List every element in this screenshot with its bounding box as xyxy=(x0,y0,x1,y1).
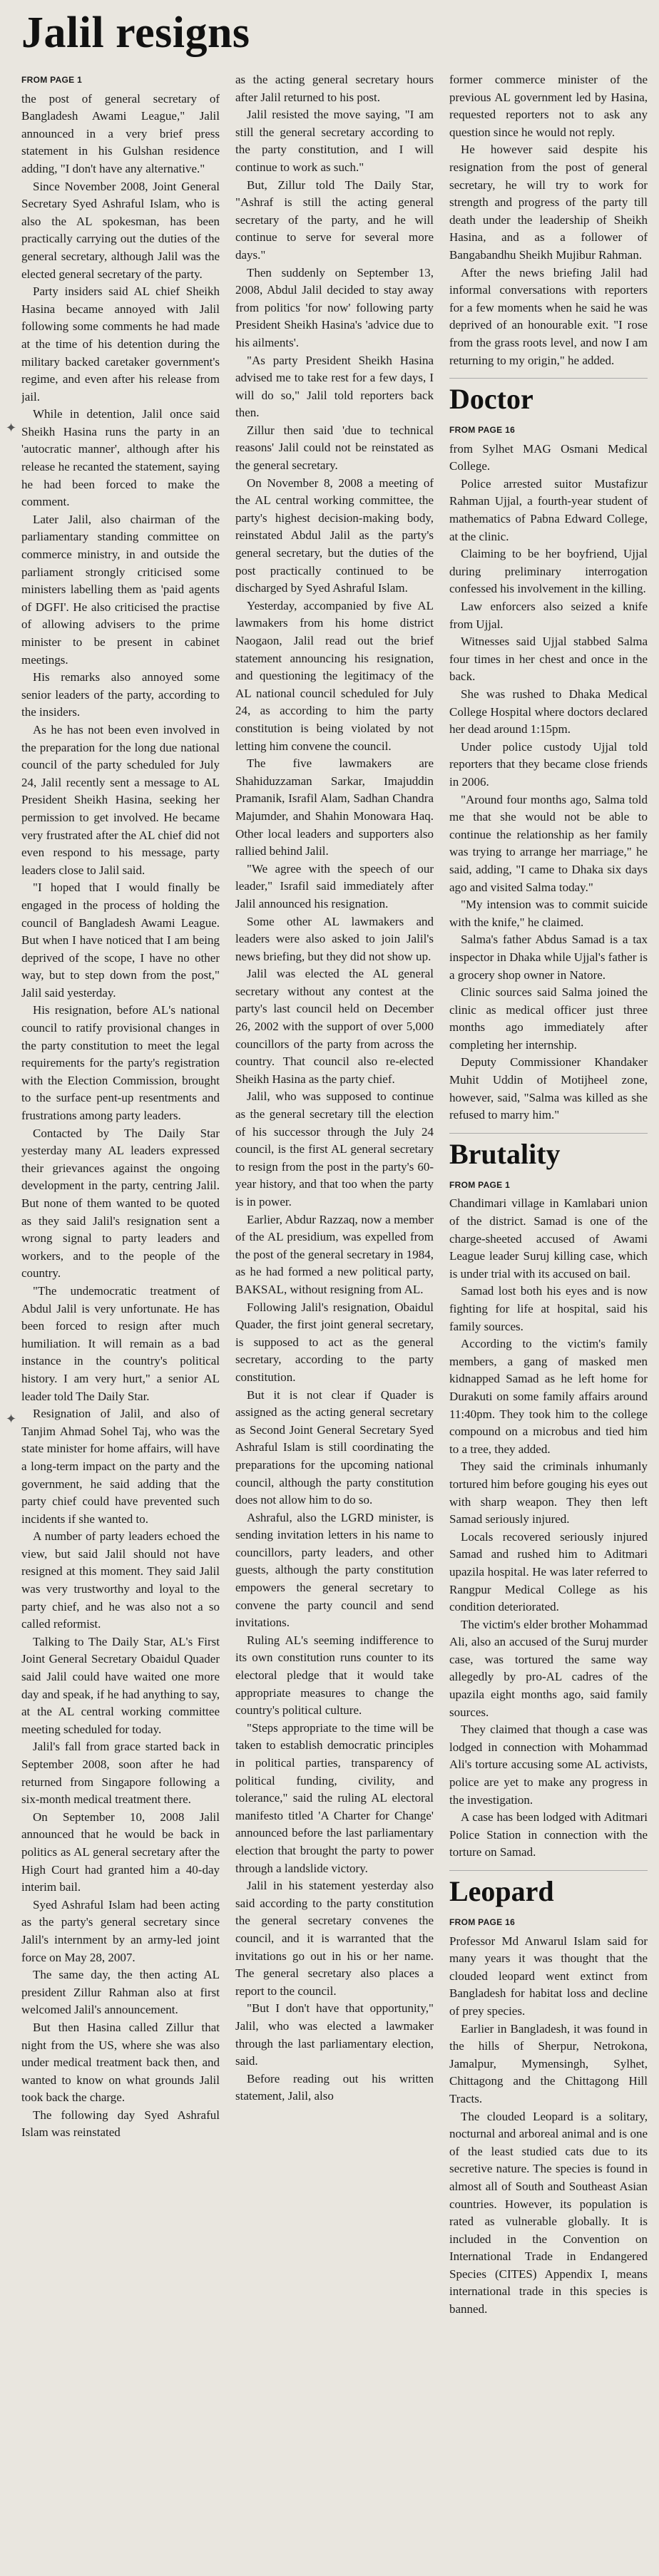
col2-paragraph: "But I don't have that opportunity," Jalil, who was elected a lawmaker through the last parliamentary election, said. xyxy=(235,2001,434,2068)
col1-paragraph: The following day Syed Ashraful Islam was reinstated xyxy=(21,2108,220,2140)
col2-paragraph: Following Jalil's resignation, Obaidul Quader, the first joint general secretary, is supposed to act as the general secretary, according to the party constitution. xyxy=(235,1300,434,1384)
doctor-paragraph: Witnesses said Ujjal stabbed Salma four times in her chest and once in the back. xyxy=(449,635,648,684)
col1-paragraph: "I hoped that I would finally be engaged in the process of holding the council of Bangladesh Awami League. But when I have noticed that I am being deprived of the scope, I have no other way, but to step down from the post," Jalil said yesterday. xyxy=(21,881,220,1000)
column-3 xyxy=(449,71,648,2567)
brutality-paragraph: Samad lost both his eyes and is now fighting for life at hospital, said his family sources. xyxy=(449,1284,648,1333)
doctor-heading: Doctor xyxy=(449,378,648,416)
doctor-paragraph: Salma's father Abdus Samad is a tax inspector in Dhaka while Ujjal's father is a grocery shop owner in Natore. xyxy=(449,933,648,982)
col1-paragraph: The same day, the then acting AL president Zillur Rahman also at first welcomed Jalil's announcement. xyxy=(21,1968,220,2017)
col1-paragraph: Contacted by The Daily Star yesterday many AL leaders expressed their grievances against the ongoing development in the party, centring Jalil. But none of them wanted to be quoted as they said Jalil's resignation sent a wrong signal to party leaders and workers, and to the people of the country. xyxy=(21,1126,220,1281)
col1-paragraph: Since November 2008, Joint General Secretary Syed Ashraful Islam, who is also the AL spokesman, has been practically carrying out the duties of the general secretary, although Jalil was the elected general secretary of the party. xyxy=(21,179,220,281)
col3_top-paragraph: He however said despite his resignation from the post of general secretary, he will try to work for strength and progress of the party till death under the leadership of Sheikh Hasina, and as a follower of Bangabandhu Sheikh Mujibur Rahman. xyxy=(449,143,648,262)
col2-paragraph: Then suddenly on September 13, 2008, Abdul Jalil decided to stay away from politics 'for now' following party President Sheikh Hasina's 'advice due to his ailments'. xyxy=(235,265,434,349)
col2-paragraph: Zillur then said 'due to technical reasons' Jalil could not be reinstated as the general secretary. xyxy=(235,423,434,473)
col2-paragraph: Jalil, who was supposed to continue as the general secretary till the election of his successor through the July 24 council, is the first AL general secretary to resign from the post in the party's 60-year history, and that too when the party is in power. xyxy=(235,1089,434,1209)
doctor-paragraph: Law enforcers also seized a knife from Ujjal. xyxy=(449,600,648,631)
doctor-paragraph: Claiming to be her boyfriend, Ujjal during preliminary interrogation confessed his involvement in the killing. xyxy=(449,547,648,596)
jalil-continuation xyxy=(449,71,648,369)
col1-paragraph: the post of general secretary of Bangladesh Awami League," Jalil announced in a very brief press statement in his Gulshan residence adding, "I don't have any alternative." xyxy=(21,91,220,175)
brutality-story xyxy=(449,1195,648,1862)
column-1 xyxy=(21,71,220,2567)
col1-paragraph: A number of party leaders echoed the view, but said Jalil should not have resigned at this moment. They said Jalil was very trustworthy and loyal to the party chief, and he was also not a so called reformist. xyxy=(21,1529,220,1631)
col3_top-paragraph: After the news briefing Jalil had informal conversations with reporters for a few moments when he said he was deprived of an honourable exit. "I rose from the grass roots level, and now I am returning to my origin," he added. xyxy=(449,265,648,367)
pushpin-icon: ✦ xyxy=(6,1412,17,1426)
col2-paragraph: Jalil resisted the move saying, "I am still the general secretary according to the party constitution, and I will continue to work as such." xyxy=(235,108,434,174)
col2-paragraph: Jalil was elected the AL general secretary without any contest at the party's last council held on December 26, 2002 with the support of over 5,000 councillors of the party from across the country. That council also re-elected Sheikh Hasina as the party chief. xyxy=(235,967,434,1086)
doctor-paragraph: She was rushed to Dhaka Medical College Hospital where doctors declared her dead around 1:15pm. xyxy=(449,687,648,737)
leopard-paragraph: Professor Md Anwarul Islam said for many years it was thought that the clouded leopard went extinct from Bangladesh for habitat loss and decline of prey species. xyxy=(449,1934,648,2018)
doctor-paragraph: Under police custody Ujjal told reporters that they became close friends in 2006. xyxy=(449,739,648,789)
leopard-story xyxy=(449,1933,648,2319)
page-headline: Jalil resigns xyxy=(21,9,250,57)
col2-paragraph: Ashraful, also the LGRD minister, is sending invitation letters in his name to councillors, party leaders, and other guests, although the party constitution empowers the general secretary to convene the party council and send invitations. xyxy=(235,1510,434,1630)
col1-paragraph: His resignation, before AL's national council to ratify provisional changes in the party constitution to meet the legal requirements for the party's registration with the Election Commission, brought to the surface pent-up resentments and frustrations among party leaders. xyxy=(21,1003,220,1123)
brutality-paragraph: They said the criminals inhumanly tortured him before gouging his eyes out with sharp weapon. They then left Samad seriously injured. xyxy=(449,1459,648,1526)
col1-paragraph: His remarks also annoyed some senior leaders of the party, according to the insiders. xyxy=(21,670,220,719)
doctor-paragraph: "Around four months ago, Salma told me that she would not be able to continue the relationship as her family was trying to arrange her marriage," he said, adding, "I came to Dhaka six days ago and visited Salma today." xyxy=(449,792,648,894)
col2-paragraph: Jalil in his statement yesterday also said according to the party constitution the general secretary convenes the council, and it is warranted that the invitations go out in his or her name. The general secretary also places a report to the council. xyxy=(235,1879,434,1998)
col2-paragraph: Yesterday, accompanied by five AL lawmakers from his home district Naogaon, Jalil read out the brief statement announcing his resignation, and questioning the legitimacy of the AL national council scheduled for July 24, as according to him the party constitution is being violated by not letting him convene the council. xyxy=(235,598,434,753)
col2-paragraph: Before reading out his written statement, Jalil, also xyxy=(235,2071,434,2103)
col1-paragraph: Resignation of Jalil, and also of Tanjim Ahmad Sohel Taj, who was the state minister for home affairs, will have a long-term impact on the party and the government, he said adding that the party chief could have prevented such incidents if she wanted to. xyxy=(21,1407,220,1526)
doctor-paragraph: Clinic sources said Salma joined the clinic as medical officer just three months ago immediately after completing her internship. xyxy=(449,985,648,1052)
doctor-story xyxy=(449,441,648,1124)
brutality-paragraph: According to the victim's family members, a gang of masked men kidnapped Samad as he left home for Durakuti on some family affairs around 11:40pm. They took him to the college compound on a microbus and tied him to a tree, they added. xyxy=(449,1337,648,1456)
column-2 xyxy=(235,71,434,2567)
doctor-jump-label: FROM PAGE 16 xyxy=(449,425,516,436)
doctor-paragraph: "My intension was to commit suicide with the knife," he claimed. xyxy=(449,898,648,929)
brutality-paragraph: Locals recovered seriously injured Samad and rushed him to Aditmari upazila hospital. He was later referred to Rangpur Medical College as his condition deteriorated. xyxy=(449,1529,648,1614)
col3_top-paragraph: former commerce minister of the previous AL government led by Hasina, requested reporters not to ask any question since he would not reply. xyxy=(449,73,648,139)
col2-paragraph: as the acting general secretary hours after Jalil returned to his post. xyxy=(235,73,434,104)
col1-paragraph: Talking to The Daily Star, AL's First Joint General Secretary Obaidul Quader said Jalil could have waited one more day and speak, if he had anything to say, at the AL central working committee meeting scheduled for today. xyxy=(21,1634,220,1736)
doctor-paragraph: from Sylhet MAG Osmani Medical College. xyxy=(449,441,648,473)
col2-paragraph: "Steps appropriate to the time will be taken to establish democratic principles in political parties, transparency of political funding, civility, and tolerance," said the ruling AL electoral manifesto titled 'A Charter for Change' announced before the last parliamentary election that brought the party to power through a landslide victory. xyxy=(235,1720,434,1875)
col2-paragraph: But, Zillur told The Daily Star, "Ashraf is still the acting general secretary of the party, and he will continue to serve for several more days." xyxy=(235,178,434,262)
leopard-jump-label: FROM PAGE 16 xyxy=(449,1917,516,1927)
article-columns xyxy=(21,71,648,2567)
col1-paragraph: On September 10, 2008 Jalil announced that he would be back in politics as AL general secretary after the High Court had granted him a 40-day interim bail. xyxy=(21,1810,220,1894)
jump-label: FROM PAGE 1 xyxy=(21,75,83,85)
brutality-paragraph: A case has been lodged with Aditmari Police Station in connection with the torture on Samad. xyxy=(449,1810,648,1859)
col1-paragraph: As he has not been even involved in the preparation for the long due national council of the party scheduled for July 24, Jalil recently sent a message to AL President Sheikh Hasina, seeking her permission to get involved. He became very frustrated after the AL chief did not even respond to his message, party leaders close to Jalil said. xyxy=(21,722,220,877)
col1-paragraph: But then Hasina called Zillur that night from the US, where she was also under medical treatment back then, and wanted to know on what grounds Jalil took back the charge. xyxy=(21,2020,220,2105)
col2-paragraph: "As party President Sheikh Hasina advised me to take rest for a few days, I will do so," Jalil told reporters back then. xyxy=(235,353,434,420)
col2-paragraph: On November 8, 2008 a meeting of the AL central working committee, the party's highest decision-making body, reinstated Abdul Jalil as the party's general secretary, but the duties of the post practically continued to be discharged by Syed Ashraful Islam. xyxy=(235,476,434,595)
brutality-paragraph: The victim's elder brother Mohammad Ali, also an accused of the Suruj murder case, was tortured the same way allegedly by pro-AL cadres of the upazila eight months ago, said family sources. xyxy=(449,1617,648,1719)
col2-paragraph: Earlier, Abdur Razzaq, now a member of the AL presidium, was expelled from the post of the general secretary in 1984, as he had formed a new political party, BAKSAL, without resigning from AL. xyxy=(235,1212,434,1296)
col2-paragraph: Some other AL lawmakers and leaders were also asked to join Jalil's news briefing, but they did not show up. xyxy=(235,914,434,963)
doctor-paragraph: Police arrested suitor Mustafizur Rahman Ujjal, a fourth-year student of mathematics of Pabna Edward College, at the clinic. xyxy=(449,476,648,543)
leopard-paragraph: Earlier in Bangladesh, it was found in the hills of Sherpur, Netrokona, Jamalpur, Mymensingh, Sylhet, Chittagong and the Chittagong Hill Tracts. xyxy=(449,2021,648,2105)
col2-paragraph: Ruling AL's seeming indifference to its own constitution runs counter to its electoral pledge that it would take appropriate measures to change the country's political culture. xyxy=(235,1633,434,1718)
col2-paragraph: But it is not clear if Quader is assigned as the acting general secretary as Second Joint General Secretary Syed Ashraful Islam is still coordinating the preparations for the upcoming national council, although the party constitution does not allow him to do so. xyxy=(235,1387,434,1507)
leopard-paragraph: The clouded Leopard is a solitary, nocturnal and arboreal animal and is one of the least studied cats due to its secretive nature. The species is found in almost all of South and Southeast Asian countries. However, its population is rated as vulnerable globally. It is included in the Convention on International Trade in Endangered Species (CITES) Appendix I, means international trade in this species is banned. xyxy=(449,2109,648,2316)
col1-paragraph: Syed Ashraful Islam had been acting as the party's general secretary since Jalil's internment by an army-led joint force on May 28, 2007. xyxy=(21,1897,220,1964)
col2-paragraph: The five lawmakers are Shahiduzzaman Sarkar, Imajuddin Pramanik, Israfil Alam, Sadhan Chandra Majumder, and Shahin Monowara Haq. Other local leaders and supporters also rallied behind Jalil. xyxy=(235,756,434,858)
leopard-heading: Leopard xyxy=(449,1870,648,1908)
col1-paragraph: Party insiders said AL chief Sheikh Hasina became annoyed with Jalil following some comments he had made at the time of his detention during the military backed caretaker government's regime, and even after his release from jail. xyxy=(21,284,220,404)
col1-paragraph: Jalil's fall from grace started back in September 2008, soon after he had returned from Singapore following a six-month medical treatment there. xyxy=(21,1740,220,1807)
brutality-heading: Brutality xyxy=(449,1133,648,1171)
col2-paragraph: "We agree with the speech of our leader," Israfil said immediately after Jalil announced his resignation. xyxy=(235,861,434,910)
col1-paragraph: While in detention, Jalil once said Sheikh Hasina runs the party in an 'autocratic manner', although after his release he recanted the statement, saying he had been forced to make the comment. xyxy=(21,407,220,509)
brutality-paragraph: Chandimari village in Kamlabari union of the district. Samad is one of the charge-sheeted accused of Awami League leader Suruj killing case, which is under trial with its accused on bail. xyxy=(449,1196,648,1281)
col1-paragraph: "The undemocratic treatment of Abdul Jalil is very unfortunate. He has been forced to resign after much humiliation. It will remain as a bad instance in the country's political history. I am very hurt," a senior AL leader told The Daily Star. xyxy=(21,1283,220,1403)
brutality-paragraph: They claimed that though a case was lodged in connection with Mohammad Ali's torture accusing some AL activists, police are yet to make any progress in the investigation. xyxy=(449,1723,648,1807)
pushpin-icon: ✦ xyxy=(6,421,17,435)
col1-paragraph: Later Jalil, also chairman of the parliamentary standing committee on commerce ministry, in and outside the parliament strongly criticised some ministers labelling them as 'paid agents of DGFI'. He also criticised the practise of allowing advisers to the prime minister to be present in cabinet meetings. xyxy=(21,512,220,667)
doctor-paragraph: Deputy Commissioner Khandaker Muhit Uddin of Motijheel zone, however, said, "Salma was killed as she refused to marry him." xyxy=(449,1055,648,1122)
brutality-jump-label: FROM PAGE 1 xyxy=(449,1179,511,1190)
